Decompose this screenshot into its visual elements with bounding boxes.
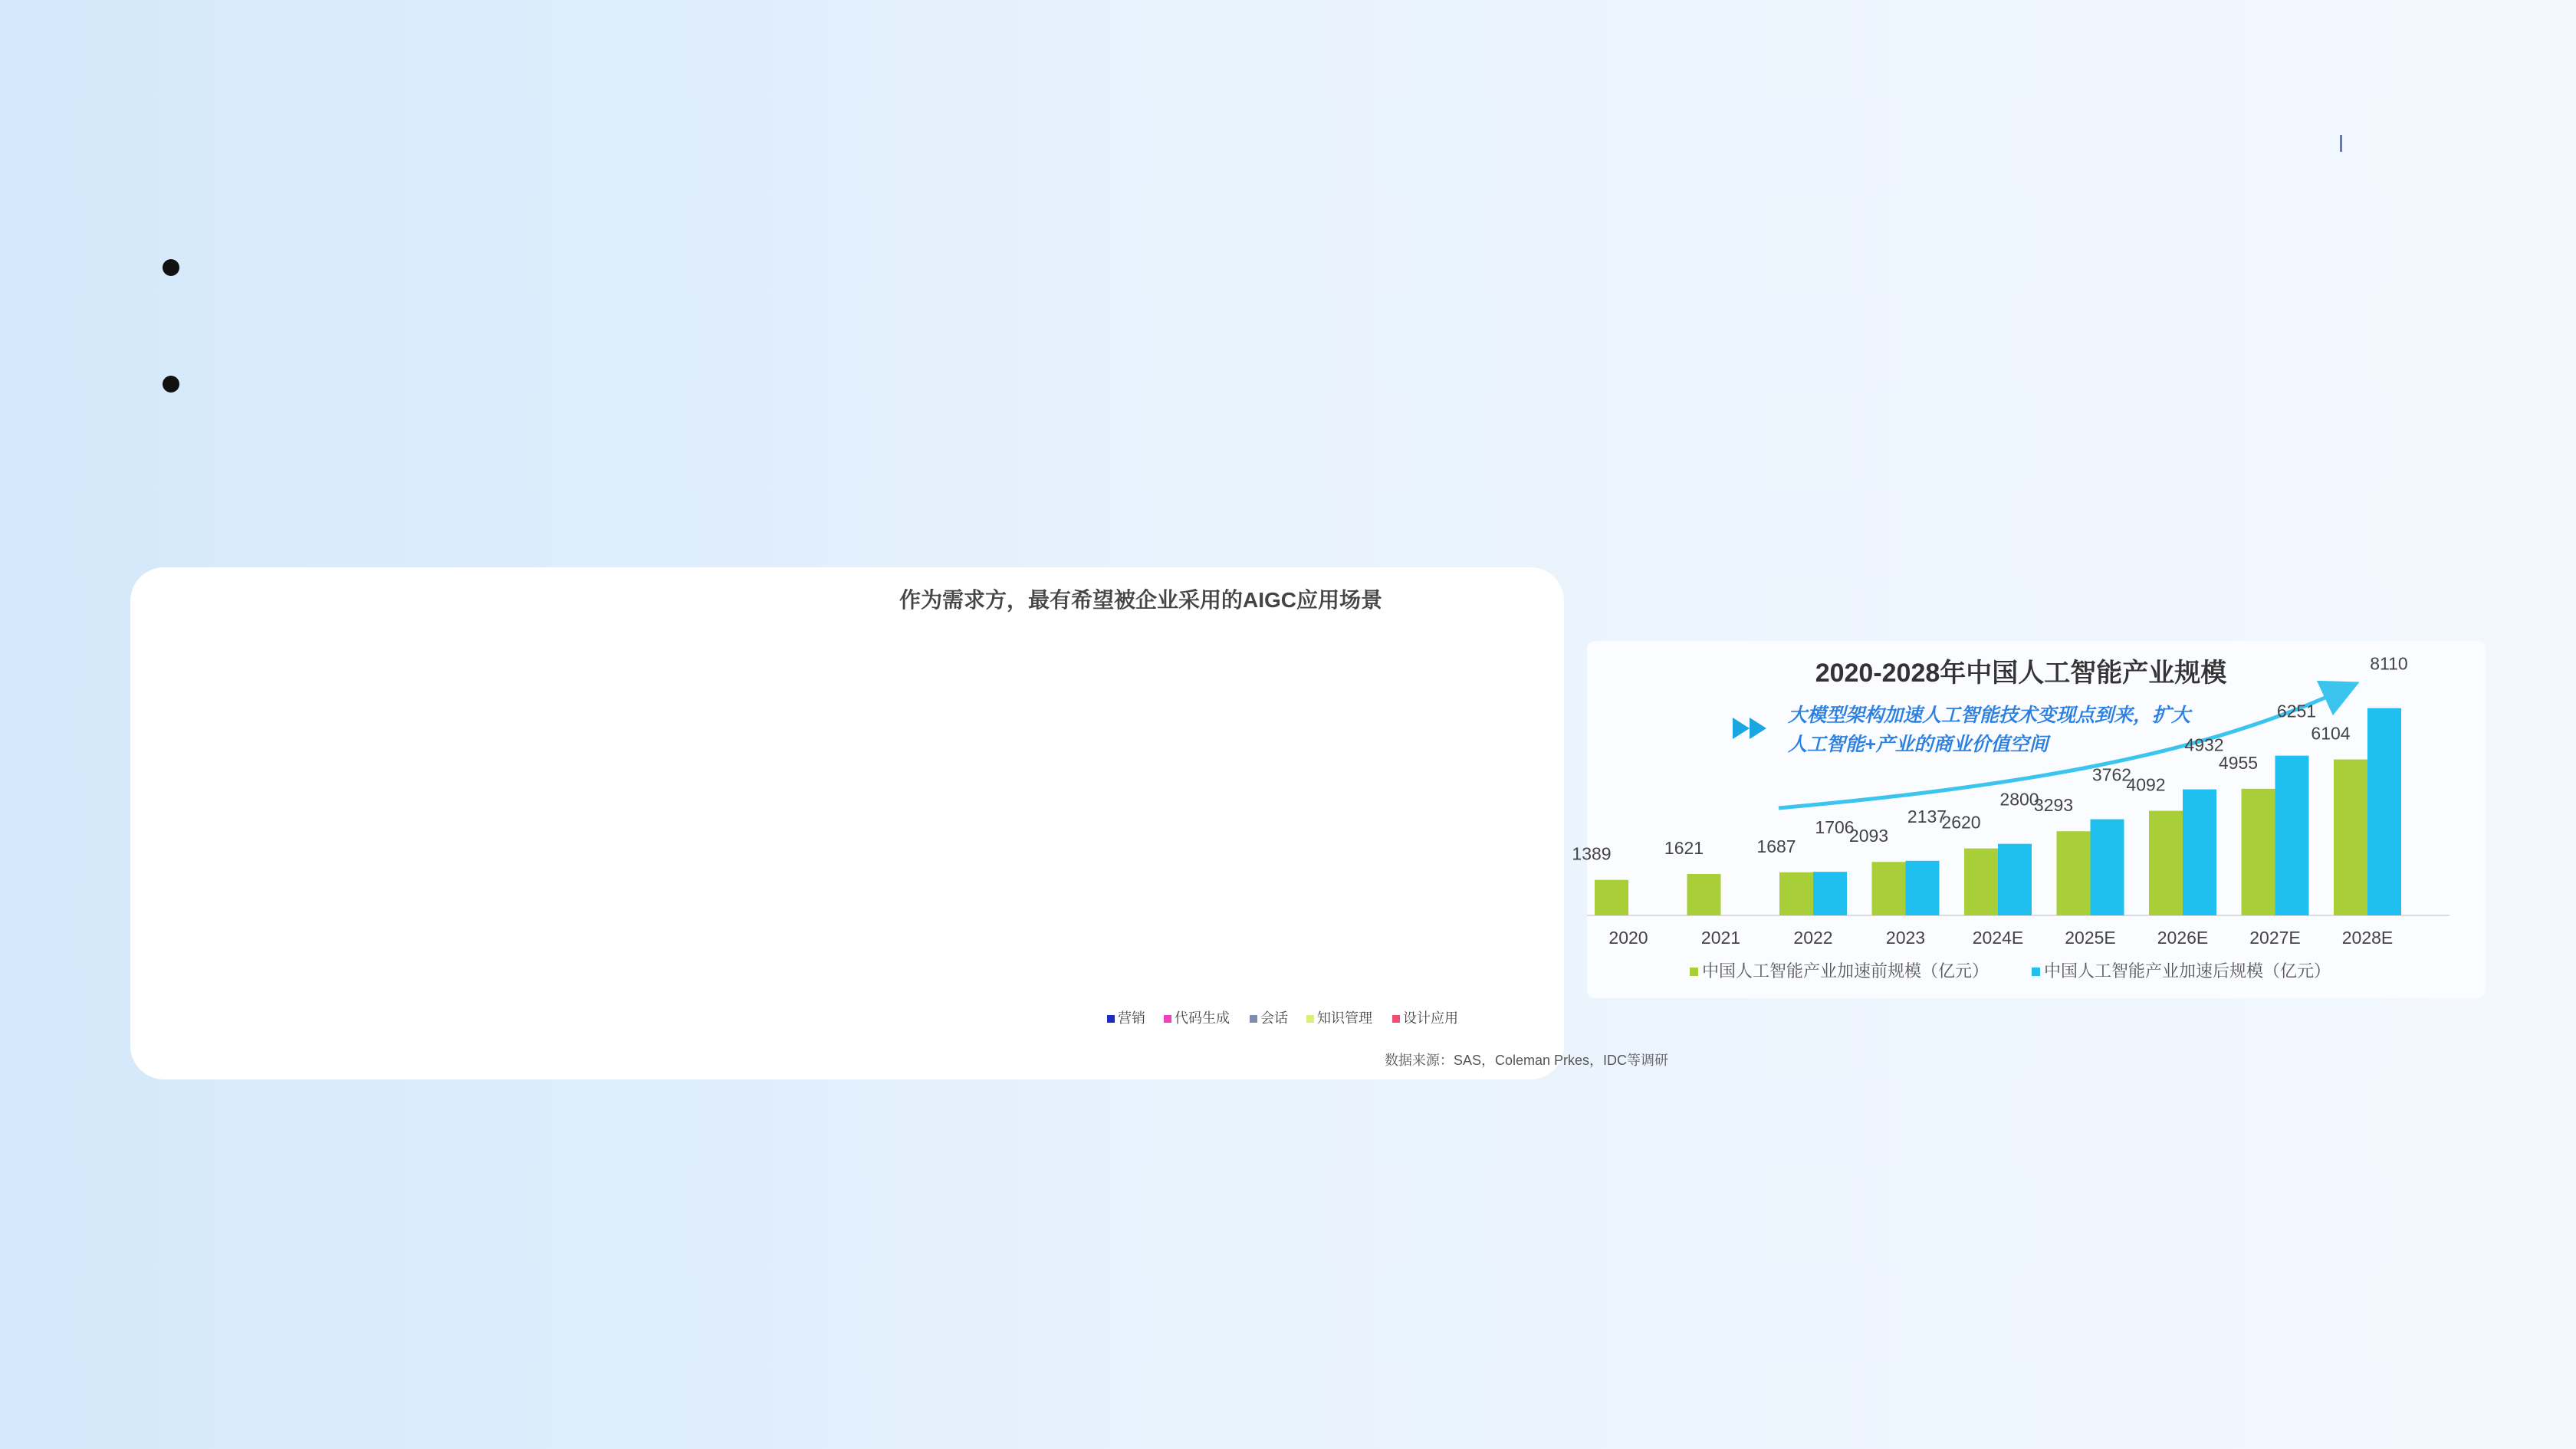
chart-c-bar-2-7 xyxy=(2183,790,2216,915)
bullet-dot-1 xyxy=(163,259,179,276)
chart-c-label-2-7: 4932 xyxy=(2184,734,2224,755)
chart-c-category-1: 2020 xyxy=(1608,928,1648,948)
chart-b-legend-swatch-2 xyxy=(1164,1015,1171,1023)
chart-c-category-5: 2024E xyxy=(1972,928,2024,948)
bullet-dot-2 xyxy=(163,376,179,393)
chart-c-bar-1-8 xyxy=(2242,789,2275,915)
chart-c-bar-2-4 xyxy=(1906,861,1940,915)
chart-c-annotation-line-2: 人工智能+产业的商业价值空间 xyxy=(1788,734,2049,755)
chart-c-category-9: 2028E xyxy=(2341,928,2394,948)
chart-c-title: 2020-2028年中国人工智能产业规模 xyxy=(1815,659,2227,688)
chart-c-bar-1-6 xyxy=(2057,831,2091,915)
chart-c-bar-1-5 xyxy=(1964,849,1998,915)
chart-c-bar-1-3 xyxy=(1779,872,1813,915)
chart-c-bar-2-9 xyxy=(2367,708,2401,915)
chart-c-bar-1-9 xyxy=(2334,760,2367,915)
chart-b-legend-swatch-1 xyxy=(1107,1015,1115,1023)
chart-c-bar-1-2 xyxy=(1687,874,1721,915)
chart-c-label-2-5: 2800 xyxy=(1999,789,2039,810)
chart-c-bar-2-3 xyxy=(1813,872,1847,915)
chart-c-label-1-1: 1389 xyxy=(1572,843,1612,864)
chart-c-label-1-9: 6104 xyxy=(2311,723,2351,744)
chart-b-legend-label-1: 营销 xyxy=(1118,1010,1145,1026)
chart-c-category-2: 2021 xyxy=(1700,928,1741,948)
fast-forward-icon xyxy=(1733,718,1766,739)
chart-c-category-7: 2026E xyxy=(2157,928,2209,948)
chart-c-label-2-9: 8110 xyxy=(2370,653,2408,674)
chart-b-title: 作为需求方，最有希望被企业采用的AIGC应用场景 xyxy=(899,588,1383,612)
chart-c-label-2-4: 2137 xyxy=(1907,806,1947,826)
chart-c-legend-label-1: 中国人工智能产业加速前规模（亿元） xyxy=(1702,961,1990,981)
chart-b-source: 数据来源：SAS，Coleman Prkes，IDC等调研 xyxy=(1384,1053,1668,1068)
chart-c-annotation-line-1: 大模型架构加速人工智能技术变现点到来，扩大 xyxy=(1788,705,2191,726)
chart-c-bar-2-6 xyxy=(2091,820,2124,915)
chart-c-bar-1-1 xyxy=(1595,880,1628,915)
chart-b-legend-swatch-3 xyxy=(1250,1015,1257,1023)
logo-divider xyxy=(2340,135,2342,152)
chart-c-label-1-5: 2620 xyxy=(1941,812,1981,833)
chart-b-legend-label-5: 设计应用 xyxy=(1403,1010,1458,1026)
chart-b-legend-label-4: 知识管理 xyxy=(1317,1010,1372,1026)
chart-c-label-1-8: 4955 xyxy=(2218,752,2259,773)
chart-b-legend-label-2: 代码生成 xyxy=(1175,1010,1230,1026)
chart-c-label-2-8: 6251 xyxy=(2276,701,2317,721)
chart-b-legend-label-3: 会话 xyxy=(1260,1010,1288,1026)
chart-c-label-1-3: 1687 xyxy=(1756,836,1796,856)
chart-c-category-8: 2027E xyxy=(2249,928,2301,948)
chart-c-label-2-6: 3762 xyxy=(2091,764,2132,785)
chart-c-category-6: 2025E xyxy=(2065,928,2116,948)
transwarp-logo xyxy=(2055,101,2331,186)
chart-b-legend-swatch-4 xyxy=(1306,1015,1314,1023)
chart-c-legend-swatch-1 xyxy=(1690,968,1698,976)
chart-c-label-2-3: 1706 xyxy=(1815,817,1855,838)
chart-c-label-1-6: 3293 xyxy=(2033,795,2074,816)
chart-c-label-1-4: 2093 xyxy=(1848,826,1889,846)
chart-c-bar-2-8 xyxy=(2275,756,2309,915)
chart-c-bar-1-4 xyxy=(1872,862,1906,915)
chart-ai-industry-scale xyxy=(1572,641,2486,998)
chart-c-bar-1-7 xyxy=(2149,811,2183,915)
chart-b-legend-swatch-5 xyxy=(1392,1015,1400,1023)
chart-c-label-1-7: 4092 xyxy=(2126,774,2166,795)
chart-agi-deployment xyxy=(130,567,744,1079)
chart-c-label-1-2: 1621 xyxy=(1664,837,1704,858)
chart-c-category-3: 2022 xyxy=(1793,928,1833,948)
chart-c-bar-2-5 xyxy=(1998,844,2032,915)
chart-c-category-4: 2023 xyxy=(1885,928,1926,948)
chart-c-legend-label-2: 中国人工智能产业加速后规模（亿元） xyxy=(2044,961,2331,981)
ai-industry-chart-panel xyxy=(1572,641,2486,998)
chart-c-legend-swatch-2 xyxy=(2032,968,2040,976)
